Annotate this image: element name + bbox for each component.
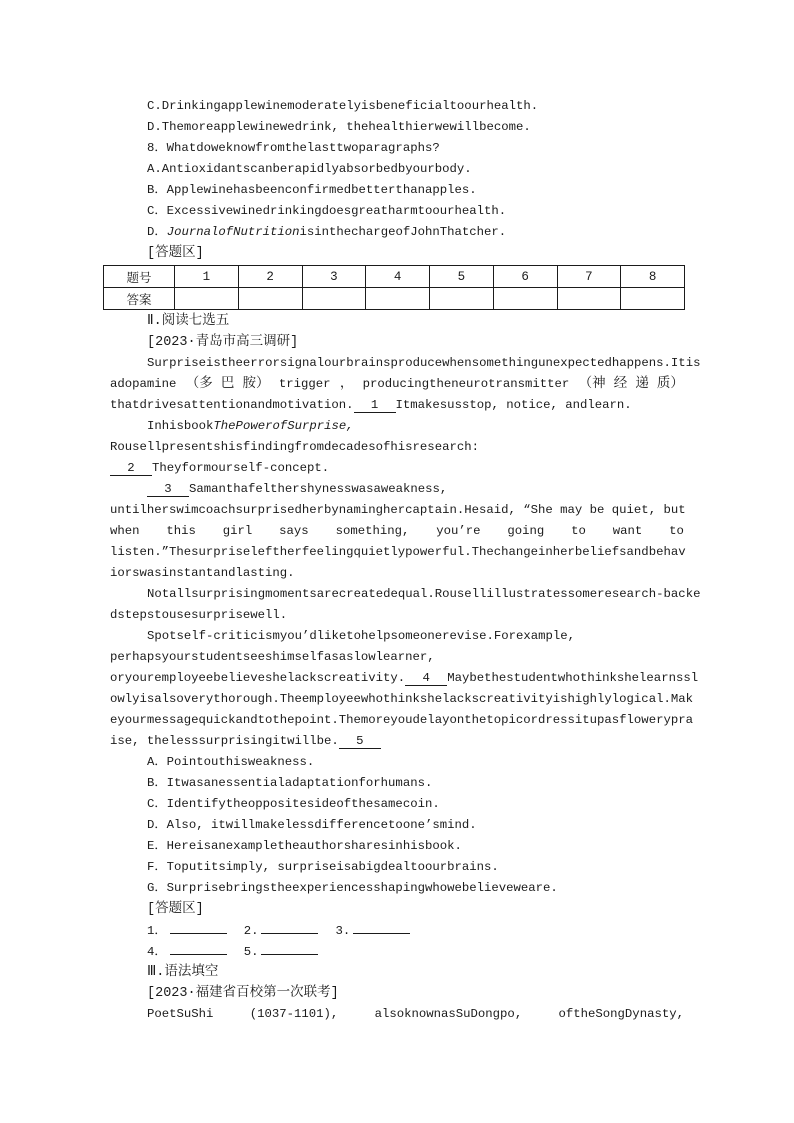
answer-cell xyxy=(302,288,366,310)
answer-table-number-row xyxy=(104,266,685,288)
answer-table-number-cell: 8 xyxy=(621,266,685,288)
answer-blank-row-1 xyxy=(110,920,684,941)
passage-word: says xyxy=(279,524,309,538)
choice-option-f: F．Toputitsimply, surpriseisabigdealtoourbrains. xyxy=(147,860,499,874)
passage-word: to xyxy=(669,524,684,538)
gap-blank-2: 2 xyxy=(110,459,152,476)
passage-word: want xyxy=(612,524,643,538)
passage-word: something, xyxy=(335,524,410,538)
q7-option-c: C.Drinkingapplewinemoderatelyisbeneficialtoourhealth. xyxy=(147,99,539,113)
passage-line: dstepstousesurprisewell. xyxy=(110,608,288,622)
passage-line-justified xyxy=(110,521,684,542)
section-3-source: [2023·福建省百校第一次联考] xyxy=(147,986,339,1001)
choice-option-a: A．Pointouthisweakness. xyxy=(147,755,315,769)
gap-blank-5: 5 xyxy=(339,732,381,749)
gap-blank-4: 4 xyxy=(405,669,447,686)
answer-blank-item xyxy=(335,920,410,942)
passage-text: Samanthafelthershynesswasaweakness, xyxy=(189,482,448,496)
passage-line-justified xyxy=(110,1004,684,1025)
section-2-heading: Ⅱ.阅读七选五 xyxy=(147,314,230,329)
q8-option-c: C．Excessivewinedrinkingdoesgreatharmtoourhealth. xyxy=(147,204,507,218)
passage-word: ， xyxy=(339,377,354,392)
passage-word: （多 巴 胺） xyxy=(185,377,270,392)
q8-option-d-journal-title: JournalofNutrition xyxy=(166,225,300,239)
answer-blank-label: 2. xyxy=(243,924,259,938)
answer-table-number-cell: 4 xyxy=(366,266,430,288)
choice-option-d: D．Also, itwillmakelessdifferencetoone’smind. xyxy=(147,818,477,832)
passage-line: iorswasinstantandlasting. xyxy=(110,566,295,580)
passage-text: Itmakesusstop, notice, andlearn. xyxy=(395,398,632,412)
passage-line xyxy=(110,731,684,752)
passage-line: perhapsyourstudentseeshimselfasaslowlearner, xyxy=(110,650,435,664)
q8-option-d xyxy=(110,222,684,243)
passage-text: oryouremployeebelieveshelackscreativity. xyxy=(110,671,406,685)
passage-word: girl xyxy=(222,524,253,538)
answer-blank-label: 3. xyxy=(335,924,351,938)
answer-table-number-cell: 5 xyxy=(430,266,494,288)
answer-zone-1-label: [答题区] xyxy=(147,246,204,261)
passage-word: you’re xyxy=(436,524,481,538)
passage-line: Surpriseistheerrorsignalourbrainsproducewhensomethingunexpectedhappens.Itis xyxy=(147,356,701,370)
answer-blank-label: 5. xyxy=(243,945,259,959)
answer-blank-label: 1． xyxy=(147,924,167,938)
choice-option-e: E．Hereisanexampletheauthorsharesinhisbook. xyxy=(147,839,462,853)
answer-table-answer-row xyxy=(104,288,685,310)
answer-zone-2-label: [答题区] xyxy=(147,902,204,917)
answer-table-number-cell: 3 xyxy=(302,266,366,288)
passage-word: this xyxy=(166,524,196,538)
passage-word: when xyxy=(110,524,140,538)
passage-line xyxy=(110,395,684,416)
answer-blank-item xyxy=(147,941,227,963)
answer-blank-row-2 xyxy=(110,941,684,962)
passage-word: PoetSuShi xyxy=(147,1007,214,1021)
passage-line: untilherswimcoachsurprisedherbynaminghercaptain.Hesaid, “She may be quiet, but xyxy=(110,503,686,517)
passage-line: listen.”Thesurpriseleftherfeelingquietlypowerful.Thechangeinherbeliefsandbehav xyxy=(110,545,686,559)
passage-word: (1037-1101), xyxy=(249,1007,339,1021)
passage-line xyxy=(110,479,684,500)
answer-table-number-cell: 7 xyxy=(557,266,621,288)
gap-blank-1: 1 xyxy=(354,396,396,413)
answer-table-number-cell: 1 xyxy=(175,266,239,288)
answer-cell xyxy=(493,288,557,310)
answer-blank-line xyxy=(261,941,318,955)
gap-blank-3: 3 xyxy=(147,480,189,497)
answer-cell xyxy=(557,288,621,310)
passage-word: （神 经 递 质） xyxy=(578,377,684,392)
passage-line xyxy=(110,458,684,479)
passage-text: Inhisbook xyxy=(147,419,214,433)
passage-line: Rousellpresentshisfindingfromdecadesofhisresearch: xyxy=(110,440,479,454)
passage-word: trigger xyxy=(278,377,331,391)
q8-option-b: B．Applewinehasbeenconfirmedbetterthanapples. xyxy=(147,183,477,197)
answer-blank-line xyxy=(261,920,318,934)
passage-word: oftheSongDynasty, xyxy=(558,1007,684,1021)
answer-blank-line xyxy=(170,920,227,934)
passage-word: adopamine xyxy=(110,377,177,391)
choice-option-g: G．Surprisebringstheexperiencesshapingwhowebelieveweare. xyxy=(147,881,558,895)
answer-table-number-cell: 6 xyxy=(493,266,557,288)
answer-blank-item xyxy=(244,920,319,942)
answer-table-number-label: 题号 xyxy=(104,266,175,288)
passage-line: Notallsurprisingmomentsarecreatedequal.Rousellillustratessomeresearch-backe xyxy=(147,587,701,601)
q7-option-d: D.Themoreapplewinewedrink, thehealthierwewillbecome. xyxy=(147,120,531,134)
q8-stem: 8．Whatdoweknowfromthelasttwoparagraphs? xyxy=(147,141,440,155)
answer-blank-item xyxy=(244,941,319,963)
answer-table-answer-label: 答案 xyxy=(104,288,175,310)
section-2-source: [2023·青岛市高三调研] xyxy=(147,335,299,350)
answer-blank-line xyxy=(353,920,410,934)
passage-word: going xyxy=(507,524,545,538)
answer-blank-line xyxy=(170,941,227,955)
answer-table xyxy=(103,265,685,310)
passage-line: eyourmessagequickandtothepoint.Themoreyoudelayonthetopicordressitupasflowerypra xyxy=(110,713,693,727)
document-content xyxy=(110,96,701,1025)
passage-line: Spotself-criticismyou’dliketohelpsomeonerevise.Forexample, xyxy=(147,629,576,643)
choice-option-c: C．Identifytheoppositesideofthesamecoin. xyxy=(147,797,440,811)
passage-text: Maybethestudentwhothinkshelearnssl xyxy=(447,671,699,685)
passage-word: producingtheneurotransmitter xyxy=(362,377,570,391)
answer-blank-label: 4． xyxy=(147,945,167,959)
passage-line-justified xyxy=(110,374,684,395)
passage-text: ise, thelesssurprisingitwillbe. xyxy=(110,734,339,748)
passage-text: Theyformourself-concept. xyxy=(152,461,330,475)
passage-word: to xyxy=(571,524,586,538)
answer-table-number-cell: 2 xyxy=(238,266,302,288)
passage-text: thatdrivesattentionandmotivation. xyxy=(110,398,354,412)
answer-cell xyxy=(238,288,302,310)
choice-option-b: B．Itwasanessentialadaptationforhumans. xyxy=(147,776,433,790)
answer-cell xyxy=(621,288,685,310)
answer-cell xyxy=(175,288,239,310)
q8-option-d-suffix: isinthechargeofJohnThatcher. xyxy=(299,225,507,239)
passage-line xyxy=(110,668,699,689)
q8-option-d-prefix: D． xyxy=(147,225,167,239)
answer-cell xyxy=(366,288,430,310)
passage-word: alsoknownasSuDongpo, xyxy=(374,1007,523,1021)
book-title: ThePowerofSurprise, xyxy=(213,419,354,433)
answer-blank-item xyxy=(147,920,227,942)
q8-option-a: A.Antioxidantscanberapidlyabsorbedbyourbody. xyxy=(147,162,472,176)
answer-cell xyxy=(430,288,494,310)
section-3-heading: Ⅲ.语法填空 xyxy=(147,965,219,980)
passage-line xyxy=(110,416,684,437)
passage-line: owlyisalsoverythorough.Theemployeewhothinkshelackscreativityishighlylogical.Mak xyxy=(110,692,693,706)
